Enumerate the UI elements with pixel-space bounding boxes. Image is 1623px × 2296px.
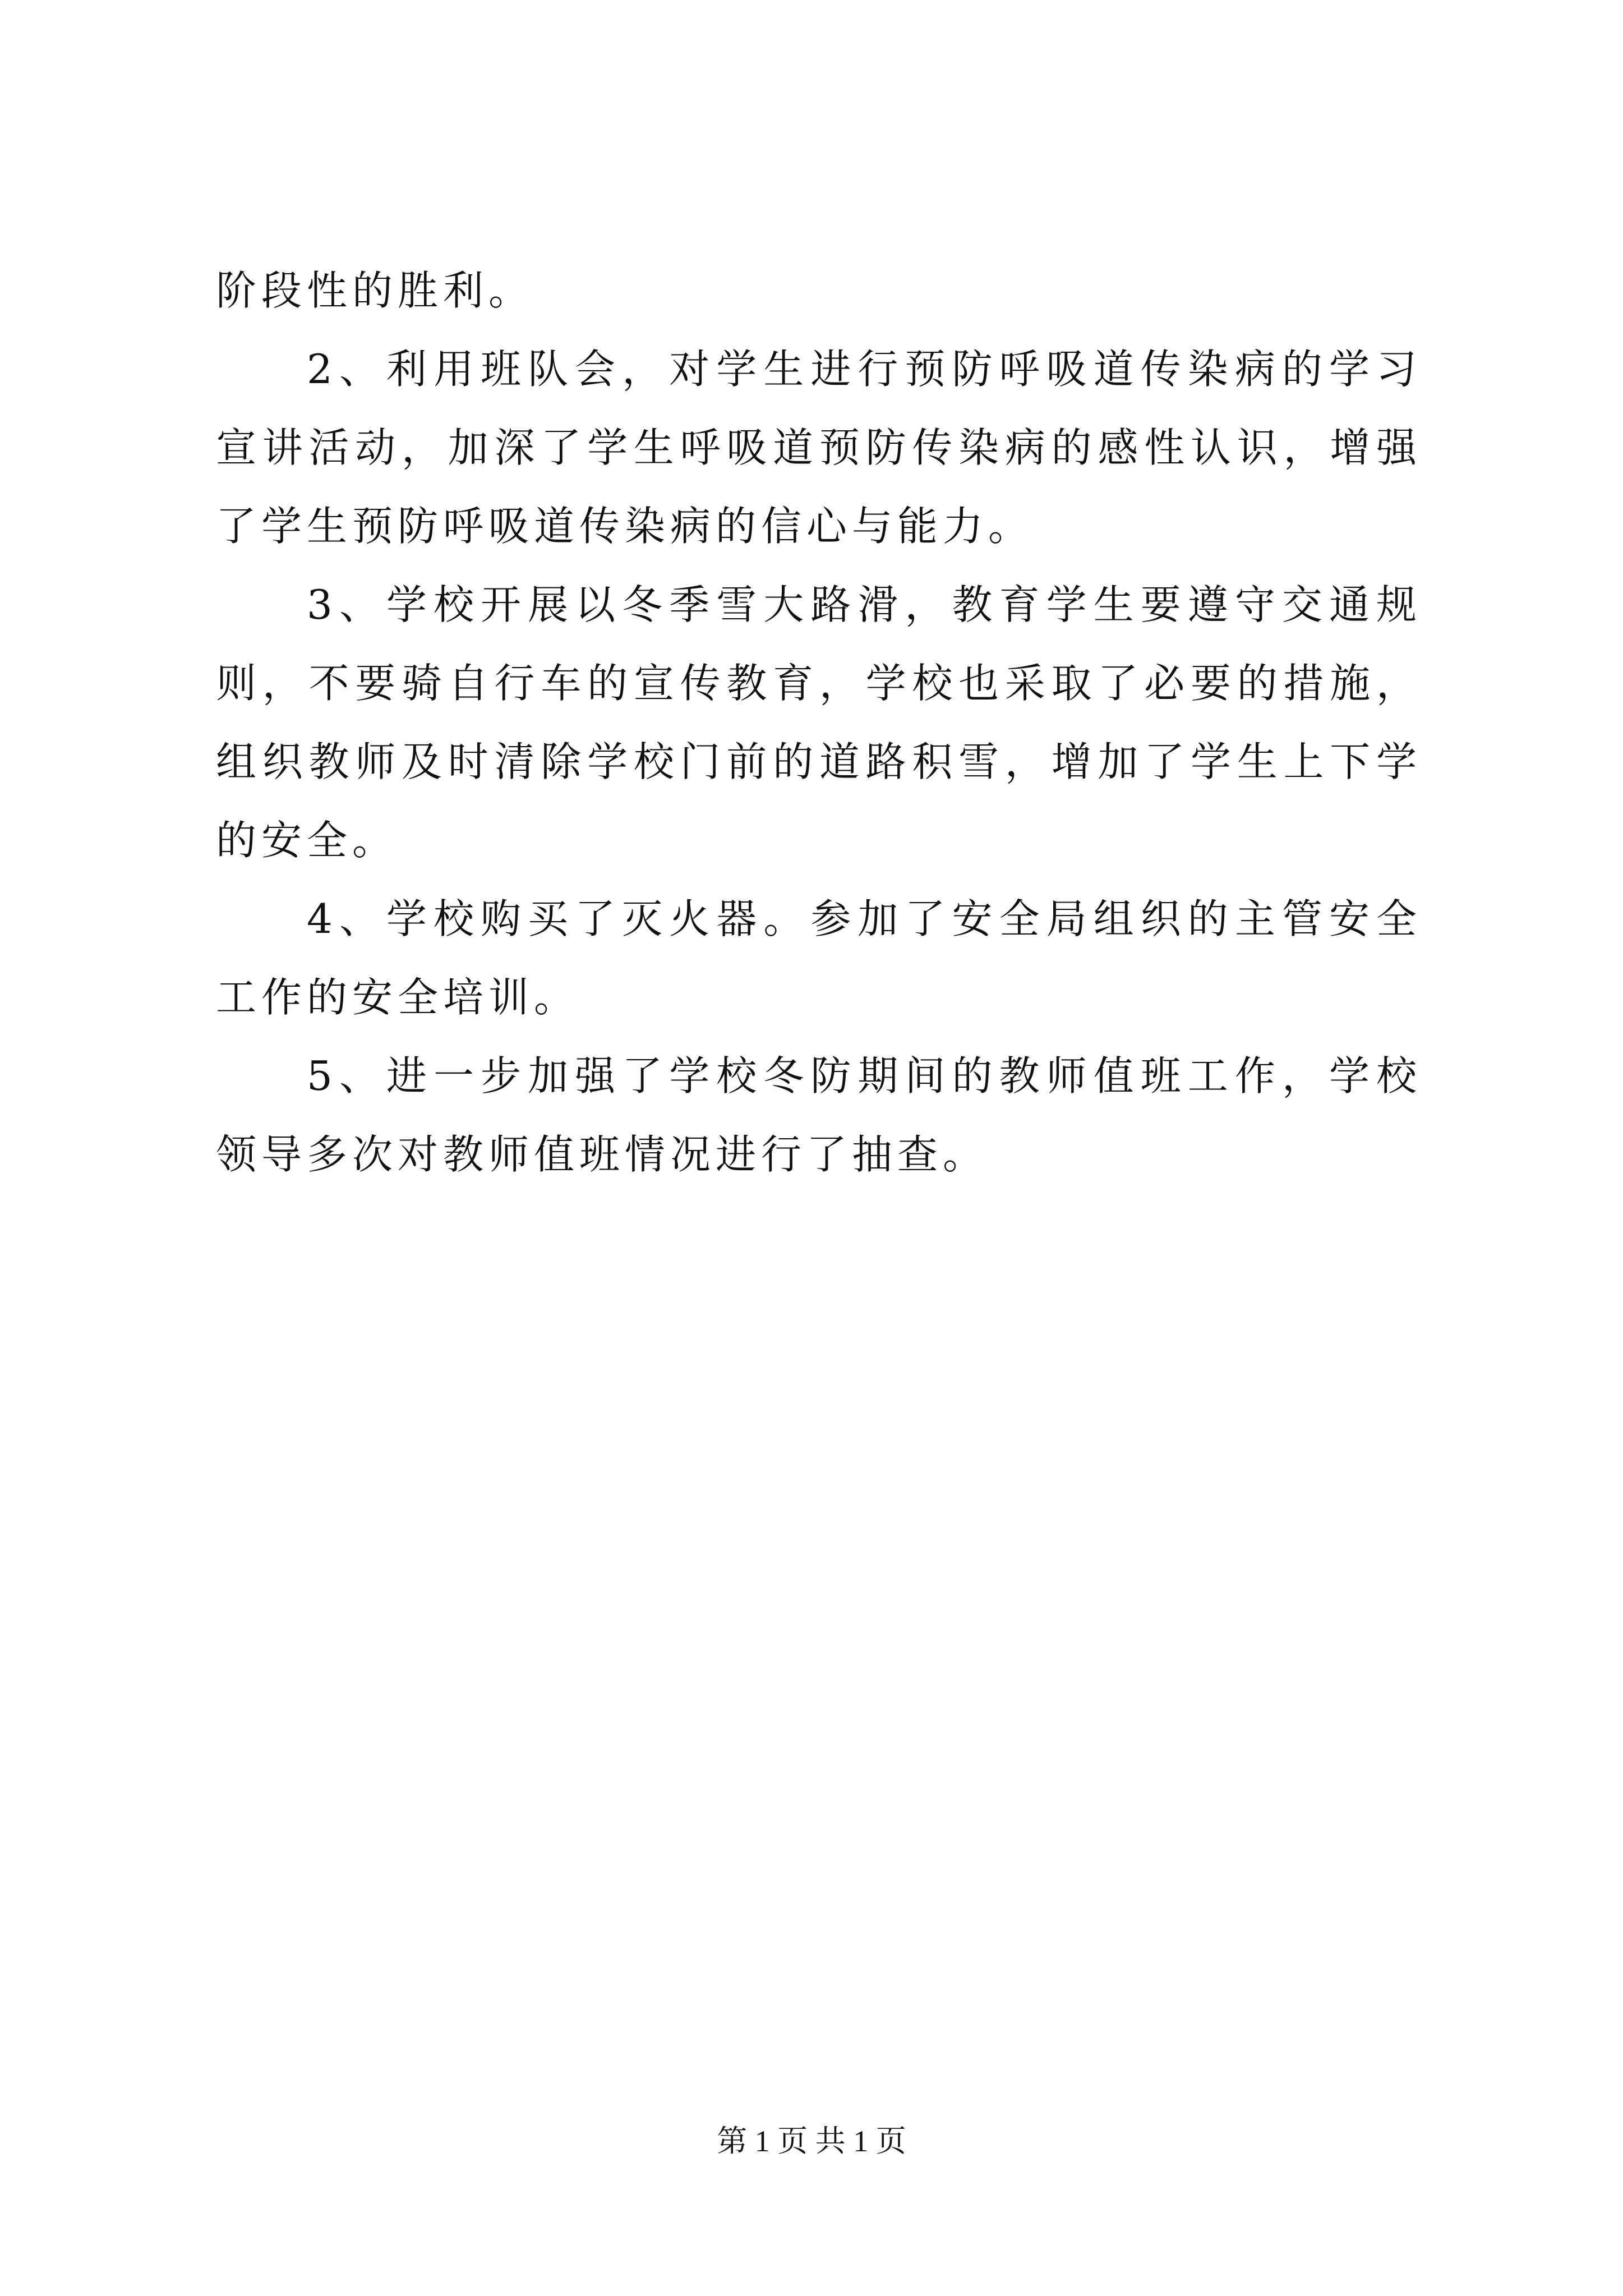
page-footer: 第 1 页 共 1 页	[717, 2124, 906, 2158]
paragraph-item-4: 4、学校购买了灭火器。参加了安全局组织的主管安全工作的安全培训。	[216, 895, 1422, 1021]
document-body	[216, 251, 1422, 1194]
paragraph-continuation: 阶段性的胜利。	[216, 267, 534, 314]
paragraph-item-2: 2、利用班队会，对学生进行预防呼吸道传染病的学习宣讲活动，加深了学生呼吸道预防传染病的感性认识，增强了学生预防呼吸道传染病的信心与能力。	[216, 346, 1422, 550]
paragraph-item-3: 3、学校开展以冬季雪大路滑，教育学生要遵守交通规则，不要骑自行车的宣传教育，学校也采取了必要的措施，组织教师及时清除学校门前的道路积雪，增加了学生上下学的安全。	[216, 581, 1422, 864]
paragraph-item-5: 5、进一步加强了学校冬防期间的教师值班工作，学校领导多次对教师值班情况进行了抽查。	[216, 1052, 1422, 1178]
